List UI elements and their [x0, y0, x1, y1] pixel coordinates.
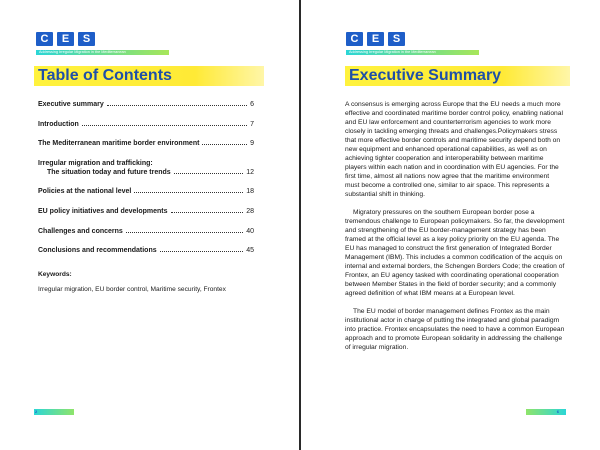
toc-heading-band [34, 66, 264, 86]
ces-logo [36, 32, 95, 46]
toc-item-page: 7 [250, 120, 254, 128]
footer-bar [526, 409, 566, 415]
subtitle-text: Addressing Irregular Migration in the Mediterranean [39, 50, 126, 54]
subtitle-text: Addressing Irregular Migration in the Mediterranean [349, 50, 436, 54]
toc-item-title: Challenges and concerns [38, 227, 123, 235]
toc-leader-dots [174, 173, 244, 174]
toc-item-page: 45 [246, 247, 254, 255]
toc-item[interactable] [38, 227, 254, 236]
toc-item[interactable] [38, 246, 254, 255]
toc-heading: Table of Contents [38, 67, 172, 84]
toc-item-title-line2: The situation today and future trends [47, 168, 171, 176]
logo-letter-c: C [36, 32, 53, 46]
body-paragraph: A consensus is emerging across Europe that the EU needs a much more effective and coordinated maritime border control policy, enabling national and EU law enforcement and counterterrorism agencies to work more closely in tackling emerging threats and challenges.Policymakers stress that more effective border controls and maritime security depend both on new equipment and enhanced operational capabilities, as well as on achieving tighter cooperation and interoperability between maritime players within each nation and in coordination with EU agencies. For the first time, almost all nations now agree that the maritime environment must become a controlled one, similar to air space. This represents a substantial shift in thinking. [345, 101, 563, 198]
exec-summary-body [345, 100, 565, 361]
toc-item[interactable] [38, 139, 254, 148]
toc-leader-dots [126, 232, 243, 233]
logo-letter-s: S [388, 32, 405, 46]
toc-leader-dots [171, 212, 244, 213]
exec-heading-band [345, 66, 570, 86]
right-page [301, 0, 600, 450]
toc-leader-dots [82, 125, 247, 126]
toc-item[interactable] [38, 207, 254, 216]
logo-letter-c: C [346, 32, 363, 46]
toc-item[interactable] [38, 120, 254, 129]
toc-item-title: Policies at the national level [38, 188, 132, 196]
toc-item-page: 12 [246, 168, 254, 176]
toc-item[interactable] [38, 187, 254, 196]
toc-item[interactable] [38, 100, 254, 109]
toc-item-title: Introduction [38, 120, 79, 128]
toc-item-page: 18 [246, 188, 254, 196]
logo-letter-s: S [78, 32, 95, 46]
toc-item-page: 9 [250, 140, 254, 148]
toc-item-page: 6 [250, 101, 254, 108]
logo-letter-e: E [367, 32, 384, 46]
exec-heading: Executive Summary [349, 67, 502, 84]
toc-item-page: 40 [246, 227, 254, 235]
subtitle-bar [36, 50, 169, 55]
page-number: 2 [35, 409, 38, 414]
keywords-section [38, 270, 260, 294]
body-paragraph: The EU model of border management defines Frontex as the main institutional actor in charge of putting the integrated and global paradigm into practice. Frontex encapsulates the need to have a common European approach and to promote European solidarity in addressing the challenge of irregular migration. [345, 308, 565, 351]
toc-item[interactable] [38, 159, 254, 177]
ces-logo [346, 32, 405, 46]
subtitle-bar [346, 50, 479, 55]
footer-bar [34, 409, 74, 415]
toc-item-title: Conclusions and recommendations [38, 247, 157, 255]
logo-letter-e: E [57, 32, 74, 46]
toc-leader-dots [202, 144, 247, 145]
toc-item-title: Executive summary [38, 101, 104, 108]
body-paragraph: Migratory pressures on the southern European border pose a tremendous challenge to European policymakers. So far, the development and strengthening of the EU border-management strategy has been framed at the official level as a key policy priority on the EU agenda. The EU has managed to construct the first generation of Integrated Border Management (IBM). This includes a common codification of the acquis on internal and external borders, the Schengen Borders Code; the creation of Frontex, an EU agency tasked with coordinating operational cooperation between Member States in the field of border security; and a commonly agreed definition of what IBM means at a European level. [345, 209, 565, 297]
toc-leader-dots [160, 251, 244, 252]
toc-item-title-line1: Irregular migration and trafficking: [38, 159, 153, 167]
toc-item-page: 28 [246, 207, 254, 215]
keywords-text: Irregular migration, EU border control, Maritime security, Frontex [38, 286, 226, 293]
left-page [0, 0, 299, 450]
toc-leader-dots [134, 192, 243, 193]
toc-item-title: The Mediterranean maritime border environment [38, 140, 200, 148]
keywords-heading: Keywords: [38, 271, 72, 278]
toc-leader-dots [107, 105, 247, 106]
page-number: 6 [556, 409, 559, 414]
table-of-contents [38, 100, 254, 266]
toc-item-title: EU policy initiatives and developments [38, 207, 168, 215]
